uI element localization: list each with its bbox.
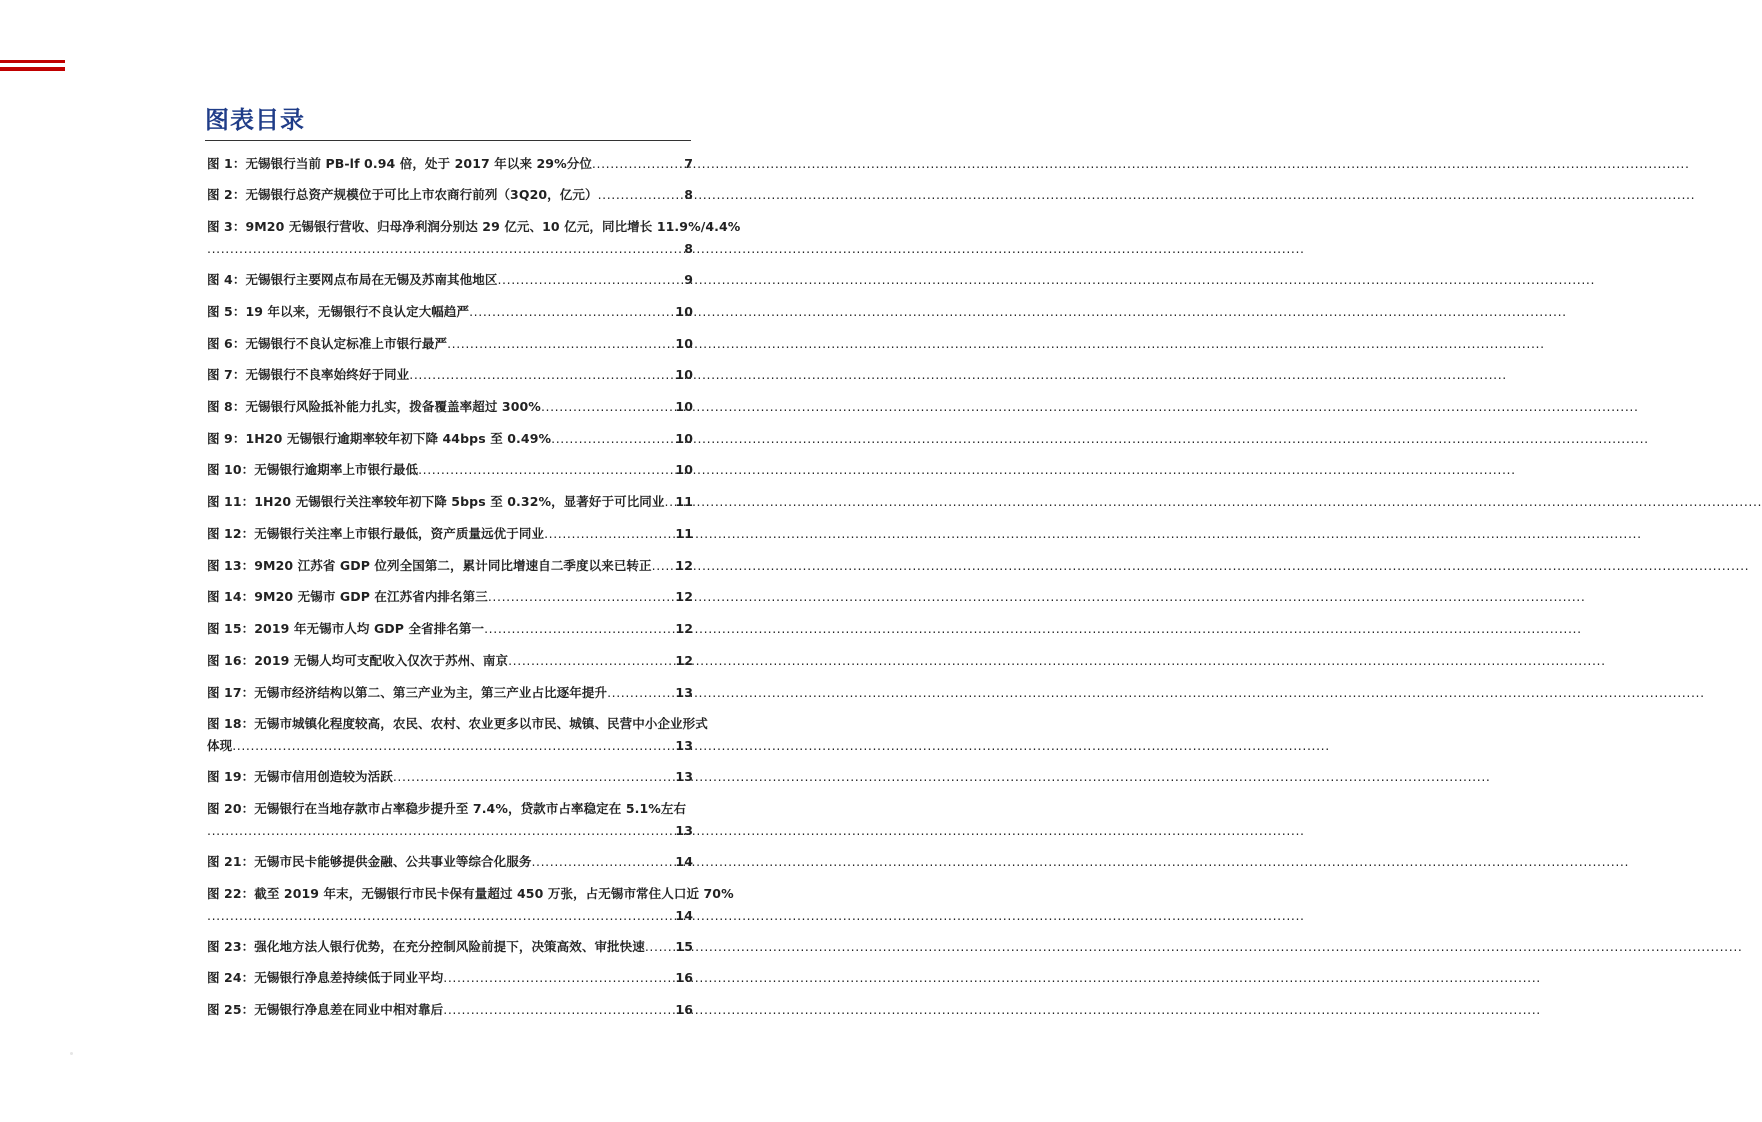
toc-entry-page: 8 (684, 187, 693, 202)
toc-entry-continuation: 体现 (207, 738, 233, 753)
toc-entry-text: 截至 2019 年末，无锡银行市民卡保有量超过 450 万张，占无锡市常住人口近 70% (254, 886, 734, 901)
toc-entry-label: 图 22： (207, 886, 255, 901)
leader-dots (447, 333, 673, 355)
toc-entry-page: 9 (684, 272, 693, 287)
toc-entry-label: 图 21： (207, 854, 255, 869)
toc-entry-label: 图 11： (207, 494, 255, 509)
header-accent-bar-top (0, 60, 65, 63)
leader-dots (409, 364, 673, 386)
toc-entry-page: 14 (675, 854, 693, 869)
toc-entry-25[interactable] (207, 999, 693, 1021)
toc-entry-label: 图 17： (207, 685, 255, 700)
toc-entry-label: 图 24： (207, 970, 255, 985)
toc-entry-page: 8 (684, 241, 693, 256)
toc-entry-3[interactable] (207, 216, 741, 260)
toc-entry-text: 无锡银行主要网点布局在无锡及苏南其他地区 (245, 272, 498, 287)
leader-dots (607, 682, 673, 704)
toc-entry-page: 13 (675, 769, 693, 784)
toc-entry-label: 图 1： (207, 156, 246, 171)
toc-entry-label: 图 6： (207, 336, 246, 351)
toc-entry-text: 无锡市民卡能够提供金融、公共事业等综合化服务 (254, 854, 532, 869)
toc-entry-text: 2019 年无锡市人均 GDP 全省排名第一 (254, 621, 485, 636)
toc-entry-label: 图 3： (207, 219, 246, 234)
toc-entry-5[interactable] (207, 301, 693, 323)
toc-title: 图表目录 (205, 106, 305, 134)
toc-entry-17[interactable] (207, 682, 693, 704)
toc-entry-label: 图 4： (207, 272, 246, 287)
leader-dots (207, 238, 682, 260)
toc-entry-label: 图 19： (207, 769, 255, 784)
toc-entry-21[interactable] (207, 851, 693, 873)
leader-dots (469, 301, 673, 323)
leader-dots (418, 459, 673, 481)
leader-dots (645, 936, 674, 958)
leader-dots (531, 851, 673, 873)
toc-entry-text: 无锡银行当前 PB-lf 0.94 倍，处于 2017 年以来 29%分位 (245, 156, 592, 171)
toc-entry-text: 9M20 无锡银行营收、归母净利润分别达 29 亿元、10 亿元，同比增长 11.9%/4.4% (245, 219, 741, 234)
toc-entry-12[interactable] (207, 523, 693, 545)
toc-entry-10[interactable] (207, 459, 693, 481)
leader-dots (508, 650, 673, 672)
toc-entry-page: 10 (675, 431, 693, 446)
toc-entry-13[interactable] (207, 555, 693, 577)
toc-entry-18[interactable] (207, 713, 708, 757)
toc-entry-text: 2019 无锡人均可支配收入仅次于苏州、南京 (254, 653, 509, 668)
toc-entry-page: 13 (675, 738, 693, 753)
leader-dots (497, 269, 682, 291)
toc-entry-label: 图 5： (207, 304, 246, 319)
toc-entry-page: 10 (675, 399, 693, 414)
toc-entry-24[interactable] (207, 967, 693, 989)
toc-entry-text: 无锡银行总资产规模位于可比上市农商行前列（3Q20，亿元） (245, 187, 598, 202)
toc-entry-text: 无锡市经济结构以第二、第三产业为主，第三产业占比逐年提升 (254, 685, 608, 700)
toc-entry-page: 12 (675, 558, 693, 573)
toc-entry-6[interactable] (207, 333, 693, 355)
toc-entry-14[interactable] (207, 586, 693, 608)
toc-entry-text: 无锡银行逾期率上市银行最低 (254, 462, 419, 477)
page-corner-mark (70, 1052, 73, 1055)
toc-entry-text: 无锡银行风险抵补能力扎实，拨备覆盖率超过 300% (245, 399, 541, 414)
toc-entry-page: 12 (675, 621, 693, 636)
leader-dots (207, 820, 673, 842)
toc-entry-page: 16 (675, 970, 693, 985)
toc-entry-text: 无锡银行不良率始终好于同业 (245, 367, 410, 382)
toc-entry-page: 12 (675, 653, 693, 668)
toc-entry-text: 无锡银行关注率上市银行最低，资产质量远优于同业 (254, 526, 545, 541)
leader-dots (541, 396, 673, 418)
toc-entry-15[interactable] (207, 618, 693, 640)
toc-entry-8[interactable] (207, 396, 693, 418)
toc-entry-label: 图 7： (207, 367, 246, 382)
toc-entry-4[interactable] (207, 269, 693, 291)
toc-entry-text: 无锡市城镇化程度较高，农民、农村、农业更多以市民、城镇、民营中小企业形式 (254, 716, 708, 731)
toc-entry-label: 图 15： (207, 621, 255, 636)
toc-entry-text: 无锡银行不良认定标准上市银行最严 (245, 336, 448, 351)
toc-entry-page: 10 (675, 304, 693, 319)
toc-entry-page: 10 (675, 462, 693, 477)
toc-entry-1[interactable] (207, 153, 693, 175)
toc-entry-2[interactable] (207, 184, 693, 206)
toc-entry-label: 图 25： (207, 1002, 255, 1017)
toc-entry-label: 图 16： (207, 653, 255, 668)
toc-title-rule (205, 140, 691, 141)
toc-entry-23[interactable] (207, 936, 693, 958)
toc-entry-text: 无锡银行在当地存款市占率稳步提升至 7.4%，贷款市占率稳定在 5.1%左右 (254, 801, 687, 816)
leader-dots (488, 586, 674, 608)
leader-dots (598, 184, 683, 206)
leader-dots (551, 428, 673, 450)
toc-entry-label: 图 14： (207, 589, 255, 604)
leader-dots (592, 153, 682, 175)
toc-entry-text: 无锡市信用创造较为活跃 (254, 769, 393, 784)
toc-entry-page: 14 (675, 908, 693, 923)
toc-entry-label: 图 12： (207, 526, 255, 541)
toc-entry-7[interactable] (207, 364, 693, 386)
leader-dots (665, 491, 674, 513)
toc-entry-page: 13 (675, 685, 693, 700)
toc-entry-label: 图 20： (207, 801, 255, 816)
leader-dots (393, 766, 674, 788)
toc-entry-text: 9M20 无锡市 GDP 在江苏省内排名第三 (254, 589, 488, 604)
toc-entry-label: 图 10： (207, 462, 255, 477)
toc-entry-text: 19 年以来，无锡银行不良认定大幅趋严 (245, 304, 470, 319)
toc-entry-label: 图 18： (207, 716, 255, 731)
toc-entry-label: 图 9： (207, 431, 246, 446)
toc-entry-page: 13 (675, 823, 693, 838)
toc-entry-text: 1H20 无锡银行关注率较年初下降 5bps 至 0.32%，显著好于可比同业 (254, 494, 665, 509)
leader-dots (544, 523, 673, 545)
toc-entry-11[interactable] (207, 491, 693, 513)
toc-entry-page: 10 (675, 336, 693, 351)
toc-entry-text: 无锡银行净息差在同业中相对靠后 (254, 1002, 444, 1017)
toc-entry-page: 7 (684, 156, 693, 171)
leader-dots (207, 905, 673, 927)
toc-entry-19[interactable] (207, 766, 693, 788)
toc-entry-page: 10 (675, 367, 693, 382)
header-accent-bar-bottom (0, 67, 65, 71)
toc-entry-page: 11 (675, 494, 693, 509)
toc-entry-page: 15 (675, 939, 693, 954)
leader-dots (443, 999, 673, 1021)
toc-entry-text: 无锡银行净息差持续低于同业平均 (254, 970, 444, 985)
toc-entry-page: 11 (675, 526, 693, 541)
leader-dots (232, 735, 673, 757)
toc-entry-22[interactable] (207, 883, 734, 927)
toc-entry-label: 图 23： (207, 939, 255, 954)
toc-entry-label: 图 2： (207, 187, 246, 202)
toc-entry-20[interactable] (207, 798, 693, 842)
toc-entry-label: 图 8： (207, 399, 246, 414)
leader-dots (443, 967, 673, 989)
toc-entry-page: 16 (675, 1002, 693, 1017)
toc-entry-text: 9M20 江苏省 GDP 位列全国第二，累计同比增速自二季度以来已转正 (254, 558, 652, 573)
toc-entry-9[interactable] (207, 428, 693, 450)
toc-entry-text: 1H20 无锡银行逾期率较年初下降 44bps 至 0.49% (245, 431, 552, 446)
toc-entry-16[interactable] (207, 650, 693, 672)
toc-entry-label: 图 13： (207, 558, 255, 573)
leader-dots (484, 618, 673, 640)
leader-dots (652, 555, 674, 577)
toc-entry-page: 12 (675, 589, 693, 604)
toc-entry-text: 强化地方法人银行优势，在充分控制风险前提下，决策高效、审批快速 (254, 939, 645, 954)
